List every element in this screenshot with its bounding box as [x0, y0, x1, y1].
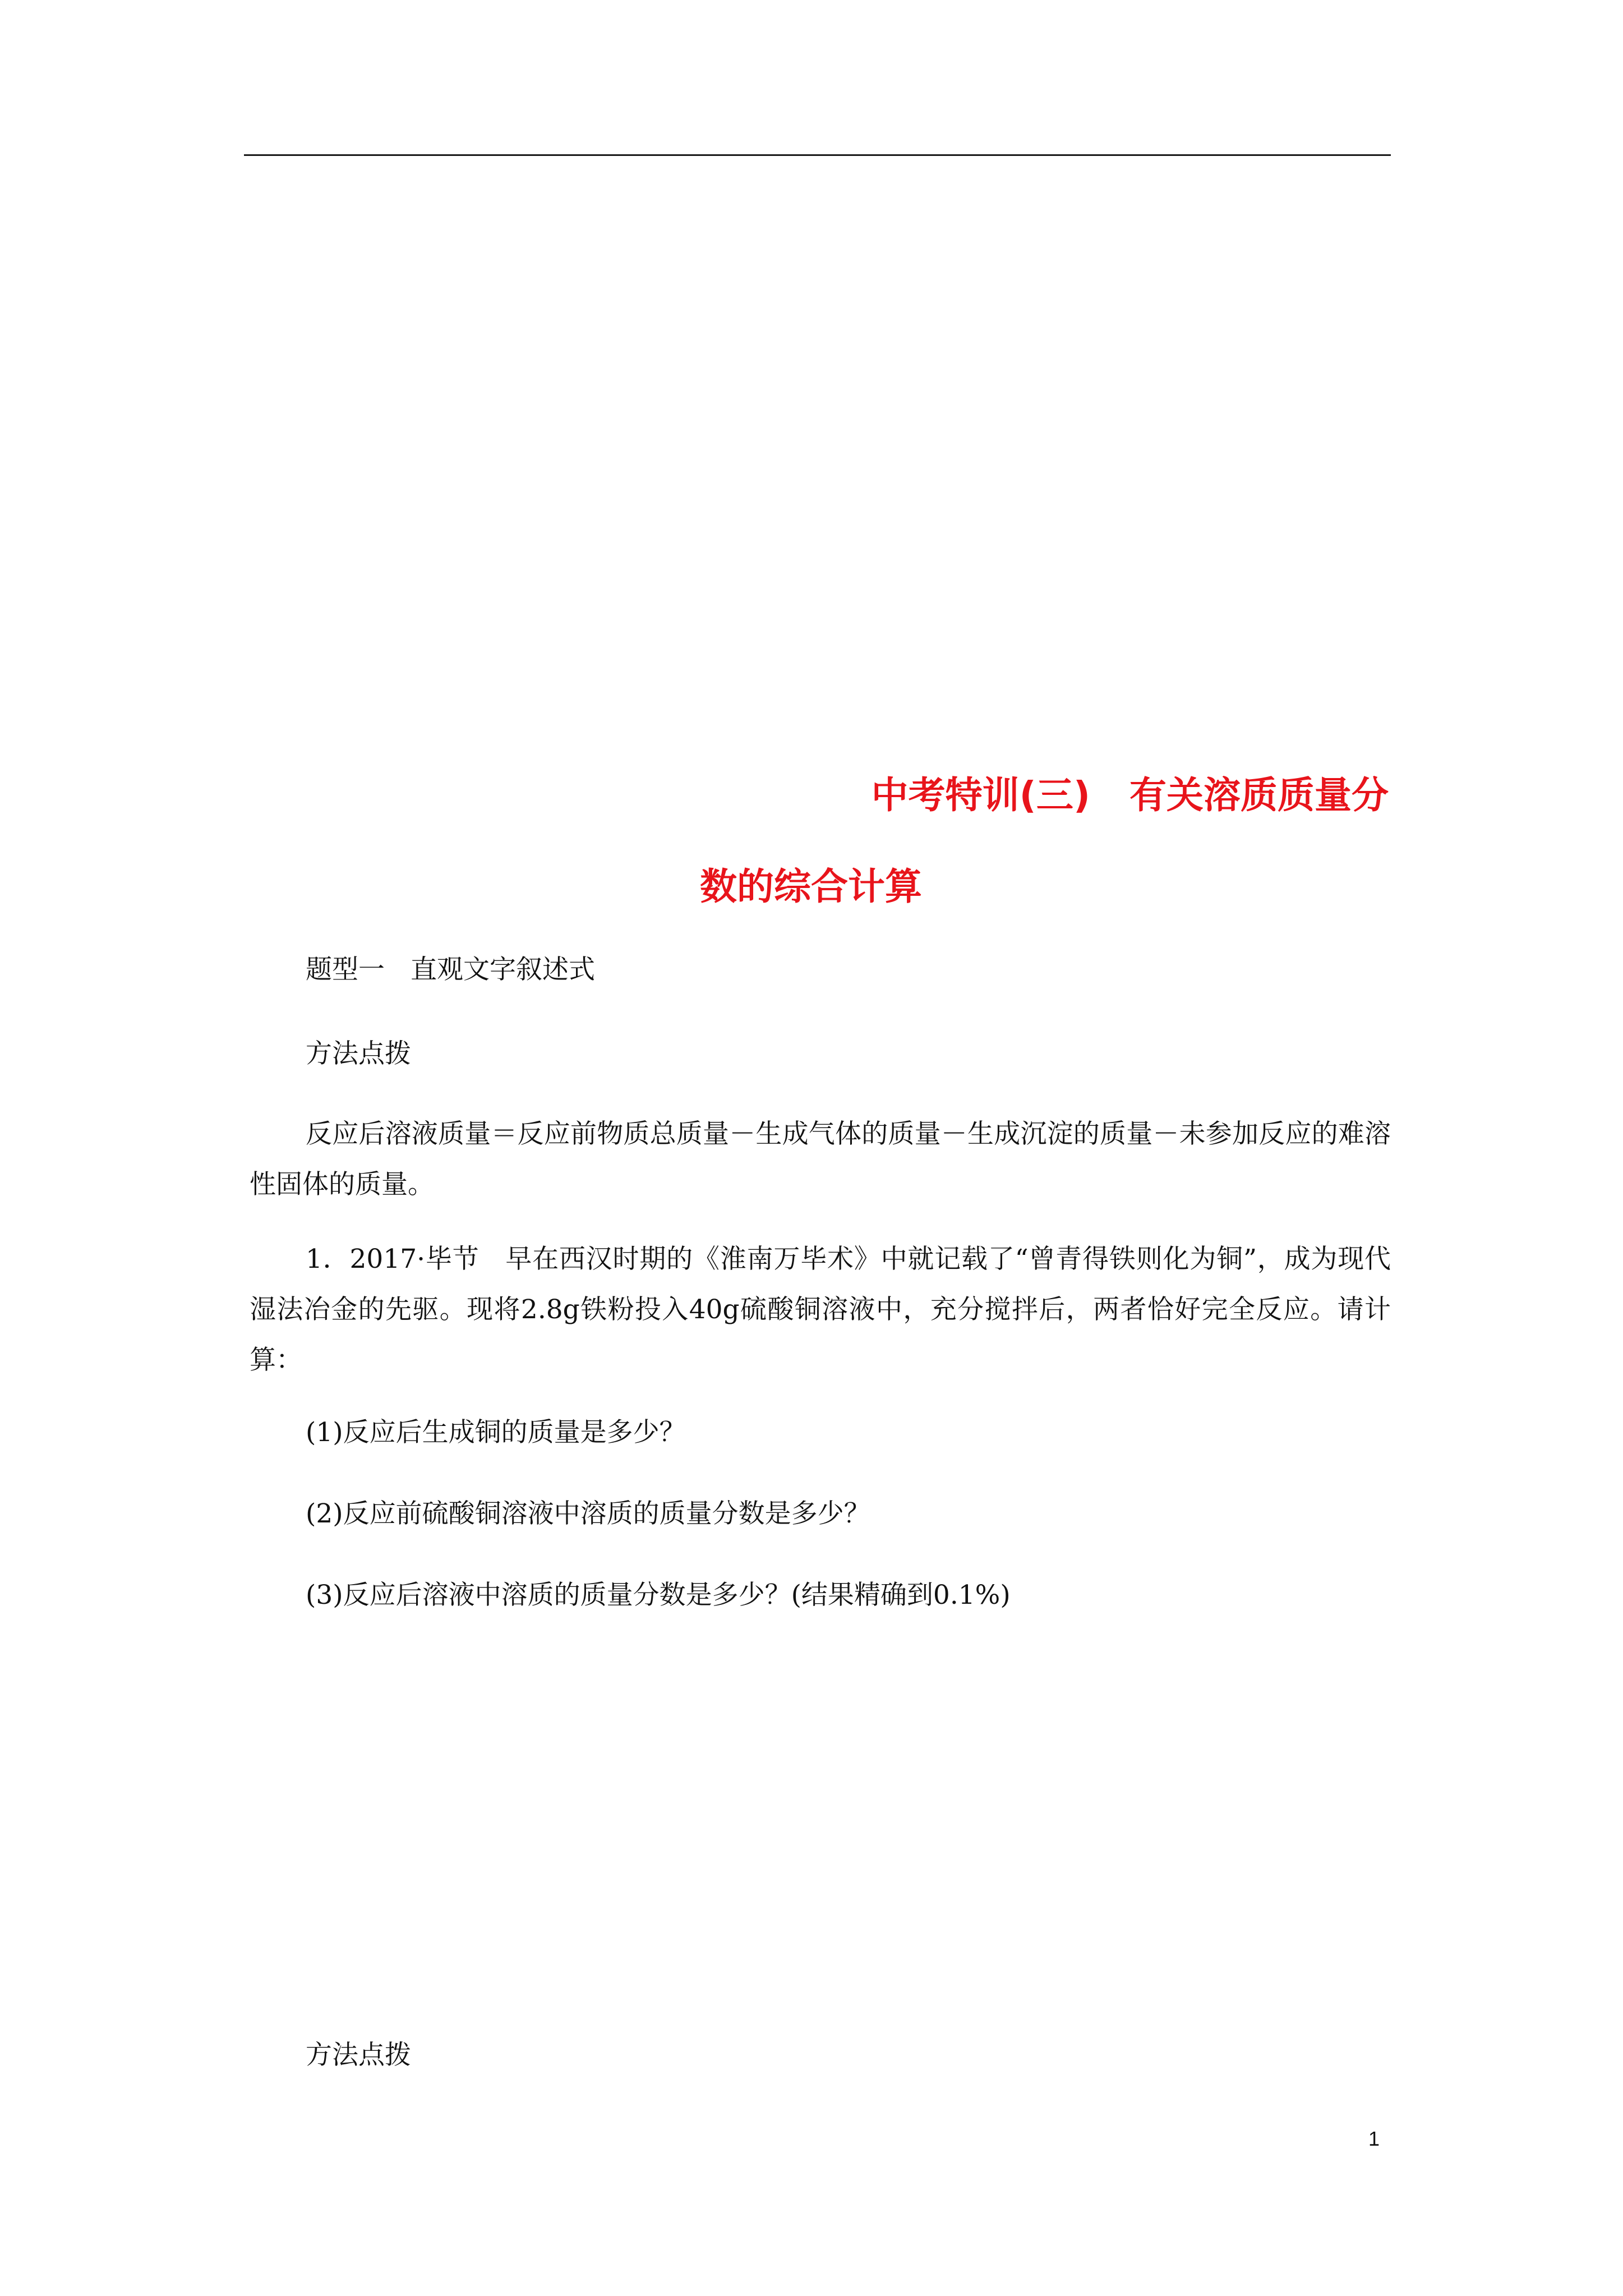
subquestion-1: (1)反应后生成铜的质量是多少？	[306, 1417, 686, 1448]
section-label: 题型一	[306, 954, 385, 985]
question-1	[250, 1234, 1391, 1386]
subquestion-2: (2)反应前硫酸铜溶液中溶质的质量分数是多少？	[306, 1498, 870, 1529]
page-number: 1	[1368, 2127, 1380, 2150]
title-part-2: 有关溶质质量分	[1129, 774, 1389, 817]
method-heading: 方法点拨	[306, 1038, 411, 1069]
document-title	[871, 774, 1389, 817]
subquestion-3: (3)反应后溶液中溶质的质量分数是多少？(结果精确到0.1%)	[306, 1580, 1011, 1611]
method-text: 反应后溶液质量＝反应前物质总质量－生成气体的质量－生成沉淀的质量－未参加反应的难溶性固体的质量。	[250, 1119, 1391, 1200]
question-text: 早在西汉时期的《淮南万毕术》中就记载了“曾青得铁则化为铜”，成为现代湿法冶金的先驱。现将2.8g铁粉投入40g硫酸铜溶液中，充分搅拌后，两者恰好完全反应。请计算：	[250, 1244, 1391, 1375]
question-source: 2017·毕节	[349, 1244, 479, 1274]
header-rule	[244, 154, 1391, 156]
section-name: 直观文字叙述式	[411, 954, 595, 985]
section-heading	[306, 956, 595, 983]
title-part-1: 中考特训(三)	[871, 774, 1090, 817]
question-number: 1．	[306, 1244, 350, 1274]
method-heading-2: 方法点拨	[306, 2040, 411, 2070]
document-title-continued: 数的综合计算	[700, 865, 922, 908]
